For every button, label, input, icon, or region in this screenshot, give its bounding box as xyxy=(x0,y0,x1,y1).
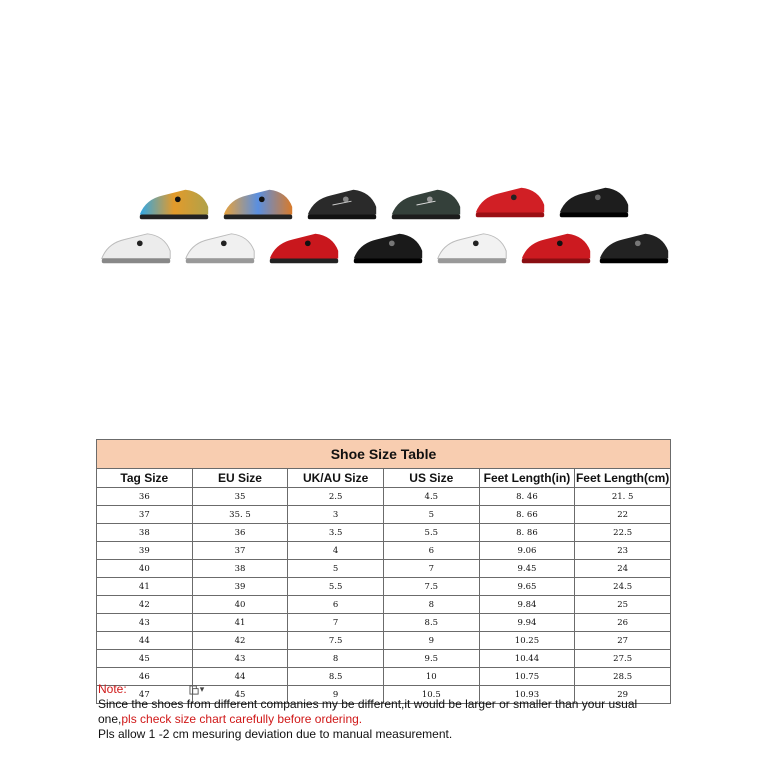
cell-uk-au-size: 6 xyxy=(288,596,384,614)
cell-feet-length-in: 9.06 xyxy=(479,542,575,560)
cell-feet-length-in: 10.25 xyxy=(479,632,575,650)
cell-eu-size: 42 xyxy=(192,632,288,650)
cell-us-size: 7 xyxy=(383,560,479,578)
cell-eu-size: 41 xyxy=(192,614,288,632)
cell-feet-length-cm: 26 xyxy=(575,614,671,632)
shoe-image-black-carbon xyxy=(555,184,633,222)
cell-feet-length-cm: 27 xyxy=(575,632,671,650)
cell-us-size: 5 xyxy=(383,506,479,524)
cell-eu-size: 35 xyxy=(192,488,288,506)
shoe-image-gradient-blue xyxy=(135,186,213,224)
cell-feet-length-in: 9.94 xyxy=(479,614,575,632)
cell-feet-length-in: 10.44 xyxy=(479,650,575,668)
cell-uk-au-size: 7 xyxy=(288,614,384,632)
cell-uk-au-size: 3 xyxy=(288,506,384,524)
shoe-product-images xyxy=(95,180,675,280)
shoe-image-white-road xyxy=(433,230,511,268)
cell-feet-length-cm: 22.5 xyxy=(575,524,671,542)
table-row xyxy=(97,650,671,668)
cell-feet-length-in: 9.65 xyxy=(479,578,575,596)
shoe-image-red-road xyxy=(471,184,549,222)
cell-tag-size: 36 xyxy=(97,488,193,506)
cell-eu-size: 44 xyxy=(192,668,288,686)
cell-uk-au-size: 2.5 xyxy=(288,488,384,506)
cell-eu-size: 37 xyxy=(192,542,288,560)
cell-feet-length-cm: 25 xyxy=(575,596,671,614)
cell-tag-size: 46 xyxy=(97,668,193,686)
cell-feet-length-cm: 21. 5 xyxy=(575,488,671,506)
shoe-image-gradient-orange xyxy=(219,186,297,224)
header-tag-size: Tag Size xyxy=(97,469,193,488)
cell-feet-length-cm: 22 xyxy=(575,506,671,524)
table-row xyxy=(97,506,671,524)
shoe-image-black-mtb xyxy=(349,230,427,268)
table-row xyxy=(97,614,671,632)
header-feet-length-cm: Feet Length(cm) xyxy=(575,469,671,488)
cell-tag-size: 37 xyxy=(97,506,193,524)
cell-eu-size: 43 xyxy=(192,650,288,668)
cell-feet-length-in: 8. 86 xyxy=(479,524,575,542)
note-label: Note: xyxy=(98,682,127,696)
table-row xyxy=(97,578,671,596)
cell-eu-size: 40 xyxy=(192,596,288,614)
shoe-size-table xyxy=(96,439,671,704)
cell-tag-size: 40 xyxy=(97,560,193,578)
table-row xyxy=(97,488,671,506)
cell-uk-au-size: 9 xyxy=(288,686,384,704)
shoe-image-black-mtb-2 xyxy=(595,230,673,268)
cell-us-size: 8 xyxy=(383,596,479,614)
cell-feet-length-in: 8. 46 xyxy=(479,488,575,506)
cell-feet-length-cm: 29 xyxy=(575,686,671,704)
table-body xyxy=(97,488,671,704)
note-line-2-warning: pls check size chart carefully before ordering. xyxy=(121,712,363,726)
cell-tag-size: 45 xyxy=(97,650,193,668)
cell-tag-size: 42 xyxy=(97,596,193,614)
shoe-image-white-mtb-2 xyxy=(181,230,259,268)
size-notes xyxy=(98,682,673,742)
cell-eu-size: 38 xyxy=(192,560,288,578)
cell-us-size: 4.5 xyxy=(383,488,479,506)
cell-us-size: 10.5 xyxy=(383,686,479,704)
cell-tag-size: 39 xyxy=(97,542,193,560)
cell-uk-au-size: 8.5 xyxy=(288,668,384,686)
table-row xyxy=(97,632,671,650)
cell-feet-length-cm: 24 xyxy=(575,560,671,578)
cell-feet-length-in: 8. 66 xyxy=(479,506,575,524)
header-uk-au-size: UK/AU Size xyxy=(288,469,384,488)
cell-tag-size: 41 xyxy=(97,578,193,596)
shoe-image-dark-green xyxy=(387,186,465,224)
note-line-3: Pls allow 1 -2 cm mesuring deviation due to manual measurement. xyxy=(98,727,453,741)
header-eu-size: EU Size xyxy=(192,469,288,488)
cell-uk-au-size: 7.5 xyxy=(288,632,384,650)
cell-tag-size: 47 xyxy=(97,686,193,704)
cell-feet-length-in: 10.93 xyxy=(479,686,575,704)
shoe-image-black-road xyxy=(303,186,381,224)
note-line-2 xyxy=(98,712,673,727)
cell-feet-length-in: 9.45 xyxy=(479,560,575,578)
cell-feet-length-in: 10.75 xyxy=(479,668,575,686)
shoe-image-red-mtb-2 xyxy=(517,230,595,268)
table-row xyxy=(97,596,671,614)
table-row xyxy=(97,560,671,578)
cell-feet-length-cm: 24.5 xyxy=(575,578,671,596)
cell-feet-length-cm: 27.5 xyxy=(575,650,671,668)
cell-uk-au-size: 8 xyxy=(288,650,384,668)
cell-eu-size: 35. 5 xyxy=(192,506,288,524)
cell-uk-au-size: 3.5 xyxy=(288,524,384,542)
cell-feet-length-in: 9.84 xyxy=(479,596,575,614)
cell-uk-au-size: 4 xyxy=(288,542,384,560)
cell-us-size: 6 xyxy=(383,542,479,560)
note-line-1: Since the shoes from different companies my be different,it would be larger or smaller than your usual xyxy=(98,697,638,711)
cell-eu-size: 45 xyxy=(192,686,288,704)
cell-feet-length-cm: 28.5 xyxy=(575,668,671,686)
paste-options-icon[interactable]: ▾ xyxy=(189,682,205,697)
cell-uk-au-size: 5 xyxy=(288,560,384,578)
header-us-size: US Size xyxy=(383,469,479,488)
shoe-image-red-mtb xyxy=(265,230,343,268)
table-title: Shoe Size Table xyxy=(97,440,671,469)
cell-us-size: 5.5 xyxy=(383,524,479,542)
cell-tag-size: 43 xyxy=(97,614,193,632)
cell-feet-length-cm: 23 xyxy=(575,542,671,560)
note-line-2-prefix: one, xyxy=(98,712,122,726)
cell-us-size: 7.5 xyxy=(383,578,479,596)
cell-tag-size: 38 xyxy=(97,524,193,542)
table-row xyxy=(97,542,671,560)
cell-tag-size: 44 xyxy=(97,632,193,650)
cell-eu-size: 39 xyxy=(192,578,288,596)
table-row xyxy=(97,524,671,542)
cell-eu-size: 36 xyxy=(192,524,288,542)
cell-us-size: 8.5 xyxy=(383,614,479,632)
cell-us-size: 9 xyxy=(383,632,479,650)
cell-us-size: 10 xyxy=(383,668,479,686)
cell-uk-au-size: 5.5 xyxy=(288,578,384,596)
header-feet-length-in: Feet Length(in) xyxy=(479,469,575,488)
table-header-row xyxy=(97,469,671,488)
cell-us-size: 9.5 xyxy=(383,650,479,668)
shoe-image-white-mtb xyxy=(97,230,175,268)
